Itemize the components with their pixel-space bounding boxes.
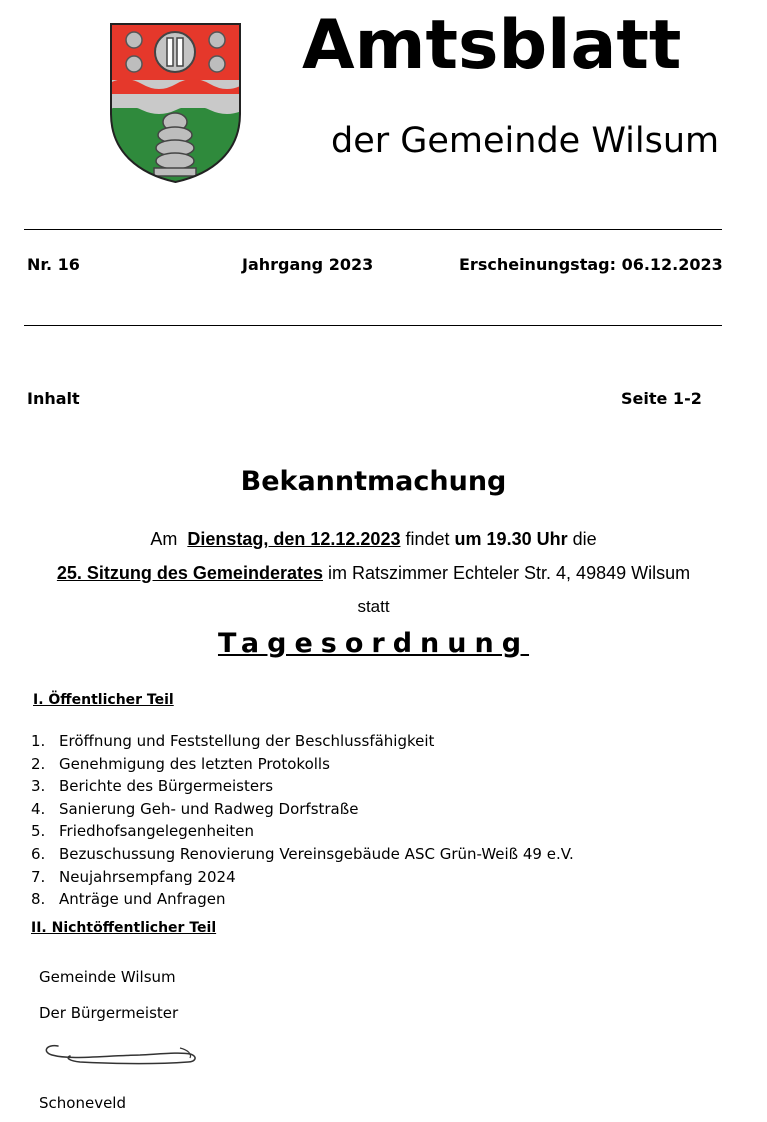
- agenda-item-number: 3.: [31, 777, 46, 796]
- meeting-date: Dienstag, den 12.12.2023: [187, 529, 401, 549]
- agenda-item-text: Berichte des Bürgermeisters: [59, 777, 274, 796]
- agenda-item-number: 5.: [31, 822, 46, 841]
- agenda-item-number: 2.: [31, 754, 46, 773]
- agenda-item-text: Anträge und Anfragen: [59, 890, 226, 909]
- agenda-item-number: 1.: [31, 732, 46, 750]
- agenda-title: Tagesordnung: [217, 628, 530, 659]
- announcement-heading: Bekanntmachung: [240, 466, 507, 497]
- public-section-heading: I. Öffentlicher Teil: [33, 692, 174, 708]
- agenda-item-text: Bezuschussung Renovierung Vereinsgebäude ASC Grün-Weiß 49 e.V.: [59, 844, 574, 863]
- agenda-item: [31, 753, 574, 776]
- divider: [24, 325, 722, 326]
- meeting-place: im Ratszimmer Echteler Str. 4, 49849 Wilsum: [328, 563, 691, 583]
- page-subtitle: der Gemeinde Wilsum: [331, 121, 720, 161]
- agenda-item-number: 4.: [31, 799, 46, 818]
- meeting-time: um 19.30 Uhr: [454, 529, 568, 549]
- agenda-list: [31, 730, 574, 911]
- agenda-item: [31, 888, 574, 911]
- signature-role: Der Bürgermeister: [39, 1004, 179, 1022]
- agenda-item-text: Friedhofsangelegenheiten: [59, 822, 255, 841]
- agenda-item-text: Genehmigung des letzten Protokolls: [59, 754, 330, 773]
- page-title: Amtsblatt: [302, 6, 682, 85]
- agenda-item: [31, 775, 574, 798]
- announcement-line-1: Am Dienstag, den 12.12.2023 findet um 19.30 Uhr die: [150, 529, 597, 549]
- agenda-item-number: 7.: [31, 867, 46, 886]
- signature-org: Gemeinde Wilsum: [39, 968, 176, 986]
- contents-label: Inhalt: [27, 389, 80, 408]
- agenda-item-text: Sanierung Geh- und Radweg Dorfstraße: [59, 799, 359, 818]
- agenda-item-text: Eröffnung und Feststellung der Beschlussfähigkeit: [59, 732, 435, 750]
- issue-number: Nr. 16: [27, 255, 80, 274]
- announcement-line-3: statt: [357, 597, 390, 616]
- private-section-heading: II. Nichtöffentlicher Teil: [31, 920, 217, 936]
- coat-of-arms-icon: [108, 22, 243, 184]
- signature-name: Schoneveld: [39, 1094, 126, 1112]
- handwritten-signature: [40, 1040, 200, 1072]
- agenda-item: [31, 798, 574, 821]
- agenda-item: [31, 820, 574, 843]
- agenda-item-number: 6.: [31, 844, 46, 863]
- session-title: 25. Sitzung des Gemeinderates: [56, 563, 323, 583]
- publication-date: Erscheinungstag: 06.12.2023: [459, 255, 723, 274]
- agenda-item: [31, 730, 574, 753]
- agenda-item: [31, 866, 574, 889]
- contents-pages: Seite 1-2: [621, 389, 702, 408]
- divider: [24, 229, 722, 230]
- agenda-item-number: 8.: [31, 890, 46, 909]
- agenda-item: [31, 843, 574, 866]
- volume-year: Jahrgang 2023: [242, 255, 374, 274]
- announcement-line-2: [0, 563, 747, 584]
- agenda-item-text: Neujahrsempfang 2024: [59, 867, 236, 886]
